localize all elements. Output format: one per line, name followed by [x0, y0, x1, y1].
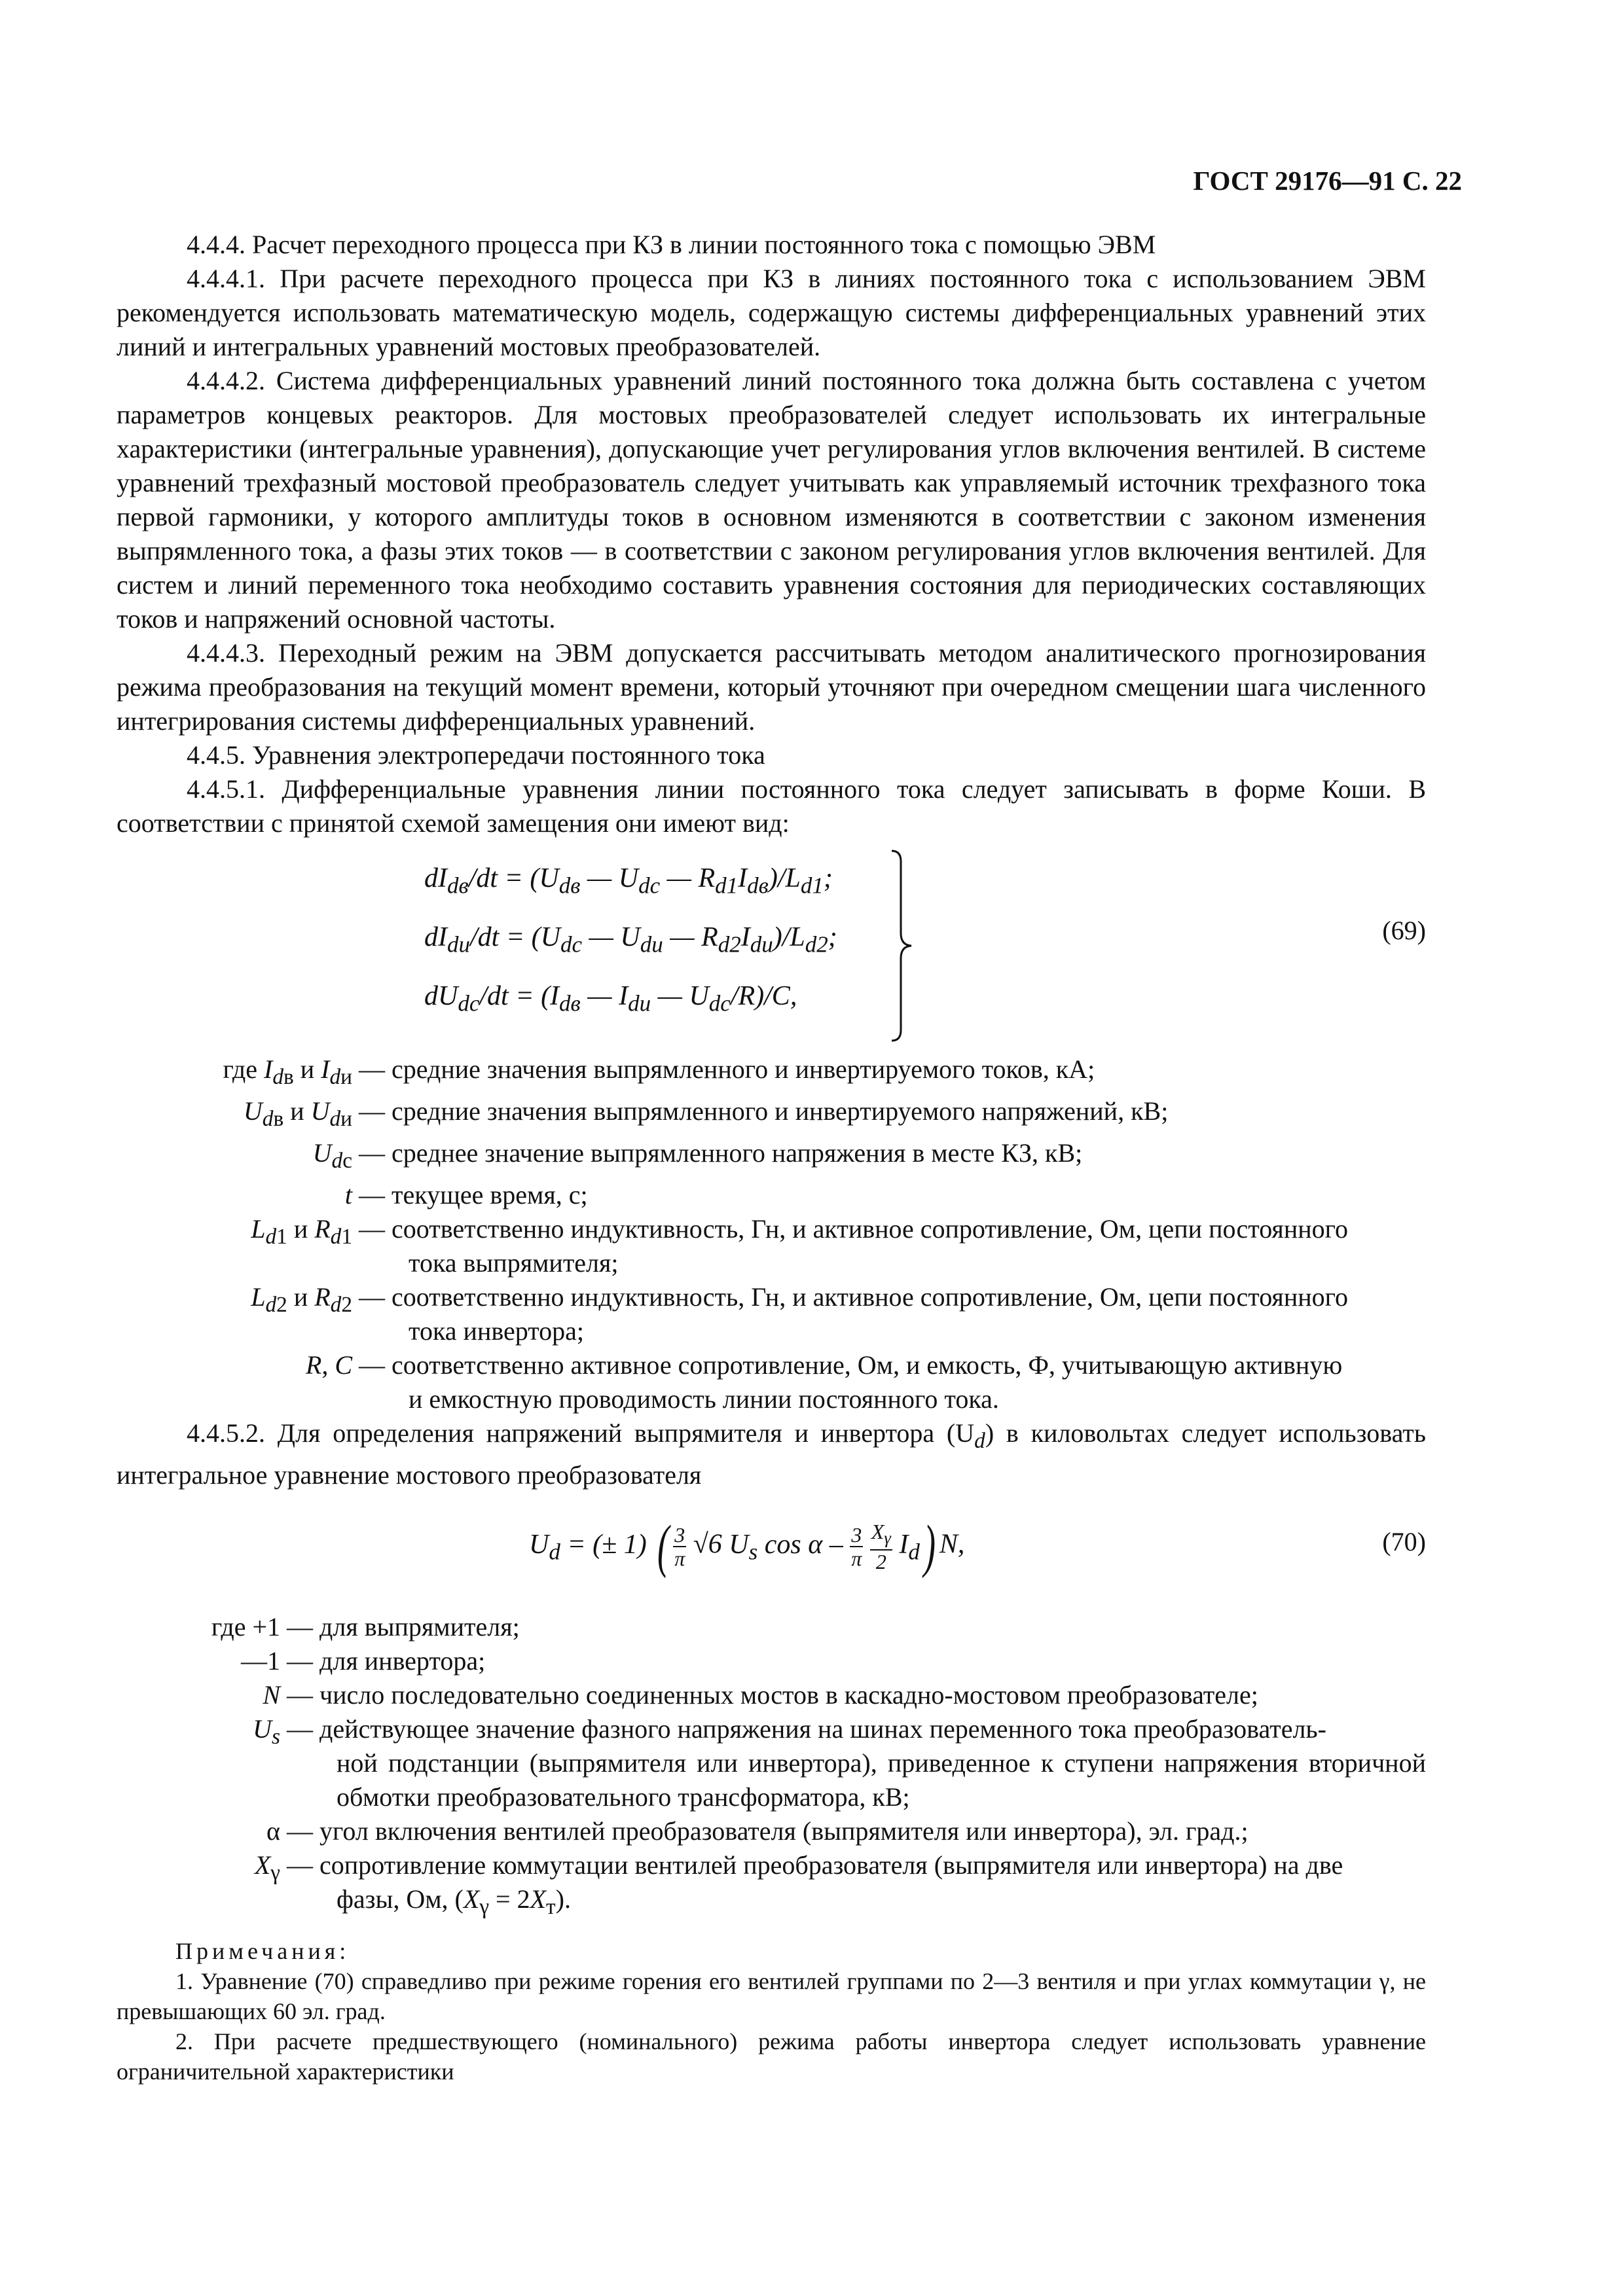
definition-row: $U_s$ — действующее значение фазного напряжения на шинах переменного тока преобразователь- ной подстанции (выпрямителя или инвертора), приведенное к ступени напряжения вторичной обмотки преобразовательного трансформатора, кВ;	[117, 1712, 1426, 1814]
definition-symbol: N	[263, 1680, 280, 1710]
definition-row: $U_{dc}$ — среднее значение выпрямленного напряжения в месте КЗ, кВ;	[117, 1136, 1426, 1178]
fraction: $\frac{X_\gamma}{2}$	[871, 1520, 891, 1573]
equation-number: (69)	[1382, 916, 1426, 945]
definition-text: сопротивление коммутации вентилей преобразователя (выпрямителя или инвертора) на две фазы, Ом, $(X_\gamma = 2X_т)$.	[319, 1850, 1343, 1919]
definition-symbol: α	[266, 1816, 280, 1846]
equation-70	[117, 1501, 1426, 1601]
definition-symbol: $L_{d1}$ и $R_{d1}$	[251, 1214, 352, 1249]
definition-text: для инвертора;	[319, 1646, 486, 1676]
definition-row: N — число последовательно соединенных мостов в каскадно-мостовом преобразователе;	[117, 1678, 1426, 1712]
definition-row: $U_{dв}$ и $U_{dи}$ — средние значения выпрямленного и инвертируемого напряжений, кВ;	[117, 1094, 1426, 1136]
definition-symbol: $U_{dc}$	[312, 1138, 352, 1173]
definition-symbol: $L_{d2}$ и $R_{d2}$	[251, 1282, 352, 1317]
page-header: ГОСТ 29176—91 С. 22	[1193, 166, 1462, 196]
definition-text: для выпрямителя;	[319, 1612, 520, 1641]
paragraph-4-4-4-1: 4.4.4.1. При расчете переходного процесса при КЗ в линиях постоянного тока с использованием ЭВМ рекомендуется использовать математическую модель, содержащую системы дифференциальных уравнений этих линий и интегральных уравнений мостовых преобразователей.	[117, 264, 1426, 361]
definition-symbol: t	[344, 1180, 352, 1210]
definition-text: среднее значение выпрямленного напряжения в месте КЗ, кВ;	[392, 1138, 1083, 1168]
note-2: 2. При расчете предшествующего (номинального) режима работы инвертора следует использовать уравнение ограничительной характеристики	[117, 2028, 1426, 2085]
definition-row: t — текущее время, с;	[117, 1178, 1426, 1212]
fraction: $\frac{3}{\pi}$	[674, 1523, 685, 1570]
paragraph-4-4-4-2: 4.4.4.2. Система дифференциальных уравнений линий постоянного тока должна быть составлена с учетом параметров концевых реакторов. Для мостовых преобразователей следует использовать их интегральные характеристики (интегральные уравнения), допускающие учет регулирования углов включения вентилей. В системе уравнений трехфазный мостовой преобразователь следует учитывать как управляемый источник трехфазного тока первой гармоники, у которого амплитуды токов в основном изменяются в соответствии с законом изменения выпрямленного тока, а фазы этих токов — в соответствии с законом регулирования углов включения вентилей. Для систем и линий переменного тока необходимо составить уравнения состояния для периодических составляющих токов и напряжений основной частоты.	[117, 366, 1426, 634]
definition-row: где +1 — для выпрямителя;	[117, 1610, 1426, 1644]
definition-text: соответственно активное сопротивление, Ом, и емкость, Ф, учитывающую активную и емкостную проводимость линии постоянного тока.	[392, 1350, 1343, 1414]
definition-text: средние значения выпрямленного и инвертируемого напряжений, кВ;	[392, 1096, 1169, 1126]
definition-symbol: где $I_{dв}$ и $I_{dи}$	[223, 1054, 352, 1089]
definition-symbol: R, C	[305, 1350, 352, 1380]
note-1: 1. Уравнение (70) справедливо при режиме горения его вентилей группами по 2—3 вентиля и при углах коммутации γ, не превышающих 60 эл. град.	[117, 1968, 1426, 2024]
definitions-list-70	[117, 1610, 1426, 1924]
definition-row: R, C — соответственно активное сопротивление, Ом, и емкость, Ф, учитывающую активную и емкостную проводимость линии постоянного тока.	[117, 1348, 1426, 1416]
paragraph-4-4-5: 4.4.5. Уравнения электропередачи постоянного тока	[187, 740, 765, 770]
paragraph-4-4-4: 4.4.4. Расчет переходного процесса при КЗ в линии постоянного тока с помощью ЭВМ	[187, 230, 1156, 259]
right-brace	[889, 848, 915, 1043]
paragraph-4-4-4-3: 4.4.4.3. Переходный режим на ЭВМ допускается рассчитывать методом аналитического прогнозирования режима преобразования на текущий момент времени, который уточняют при очередном смещении шага численного интегрирования системы дифференциальных уравнений.	[117, 638, 1426, 736]
definition-symbol: $U_s$	[253, 1714, 280, 1749]
definition-row: $L_{d1}$ и $R_{d1}$ — соответственно индуктивность, Гн, и активное сопротивление, Ом, цепи постоянного тока выпрямителя;	[117, 1212, 1426, 1280]
definition-symbol: где +1	[211, 1612, 280, 1641]
definition-text: соответственно индуктивность, Гн, и активное сопротивление, Ом, цепи постоянного тока выпрямителя;	[392, 1214, 1349, 1278]
definition-row: $L_{d2}$ и $R_{d2}$ — соответственно индуктивность, Гн, и активное сопротивление, Ом, цепи постоянного тока инвертора;	[117, 1280, 1426, 1348]
equation-69-lines	[424, 852, 837, 1029]
definition-row: —1 — для инвертора;	[117, 1644, 1426, 1678]
definition-text: действующее значение фазного напряжения на шинах переменного тока преобразователь- ной подстанции (выпрямителя или инвертора), приведенное к ступени напряжения вторичной обмотки преобразовательного трансформатора, кВ;	[319, 1714, 1426, 1812]
definition-text: средние значения выпрямленного и инвертируемого токов, кА;	[392, 1054, 1095, 1084]
definition-text: угол включения вентилей преобразователя (выпрямителя или инвертора), эл. град.;	[319, 1816, 1249, 1846]
definition-text: число последовательно соединенных мостов в каскадно-мостовом преобразователе;	[319, 1680, 1258, 1710]
fraction: $\frac{3}{\pi}$	[851, 1523, 862, 1570]
body-text	[117, 228, 1426, 2087]
definition-symbol: $U_{dв}$ и $U_{dи}$	[243, 1096, 352, 1131]
definition-text: соответственно индуктивность, Гн, и активное сопротивление, Ом, цепи постоянного тока инвертора;	[392, 1282, 1349, 1346]
definition-symbol: $X_\gamma$	[254, 1850, 280, 1885]
definition-symbol: —1	[241, 1646, 280, 1676]
equation-69-line: $dI_{dи}/dt = (U_{dc}$ — $U_{dи}$ — $R_{d2}I_{dи})/L_{d2}$;	[424, 922, 837, 958]
equation-70-formula: $U_d$ = (± 1) ( $\frac{3}{\pi}$ √6 $U_s$ cos α – $\frac{3}{\pi}$ $\frac{X_\gamma}{2}$ $I_d$) N,	[529, 1514, 965, 1579]
equation-69	[117, 848, 1426, 1043]
equation-69-line: $dU_{dc}/dt = (I_{dв}$ — $I_{dи}$ — $U_{dc}/R)/C$,	[424, 981, 797, 1016]
definition-text: текущее время, с;	[392, 1180, 588, 1210]
notes-section	[117, 1936, 1426, 2087]
definition-row: α — угол включения вентилей преобразователя (выпрямителя или инвертора), эл. град.;	[117, 1814, 1426, 1848]
paragraph-4-4-5-2: 4.4.5.2. Для определения напряжений выпрямителя и инвертора $(U_d)$ в киловольтах следует использовать интегральное уравнение мостового преобразователя	[117, 1418, 1427, 1490]
equation-69-line: $dI_{dв}/dt = (U_{dв}$ — $U_{dc}$ — $R_{d1}I_{dв})/L_{d1}$;	[424, 863, 833, 899]
definitions-list-69	[117, 1052, 1426, 1416]
paragraph-4-4-5-1: 4.4.5.1. Дифференциальные уравнения линии постоянного тока следует записывать в форме Коши. В соответствии с принятой схемой замещения они имеют вид:	[117, 774, 1426, 838]
definition-row: где $I_{dв}$ и $I_{dи}$ — средние значения выпрямленного и инвертируемого токов, кА;	[117, 1052, 1426, 1094]
notes-title: Примечания:	[175, 1938, 350, 1964]
definition-row: $X_\gamma$ — сопротивление коммутации вентилей преобразователя (выпрямителя или инвертора) на две фазы, Ом, $(X_\gamma = 2X_т)$.	[117, 1848, 1426, 1924]
equation-number: (70)	[1382, 1527, 1426, 1556]
